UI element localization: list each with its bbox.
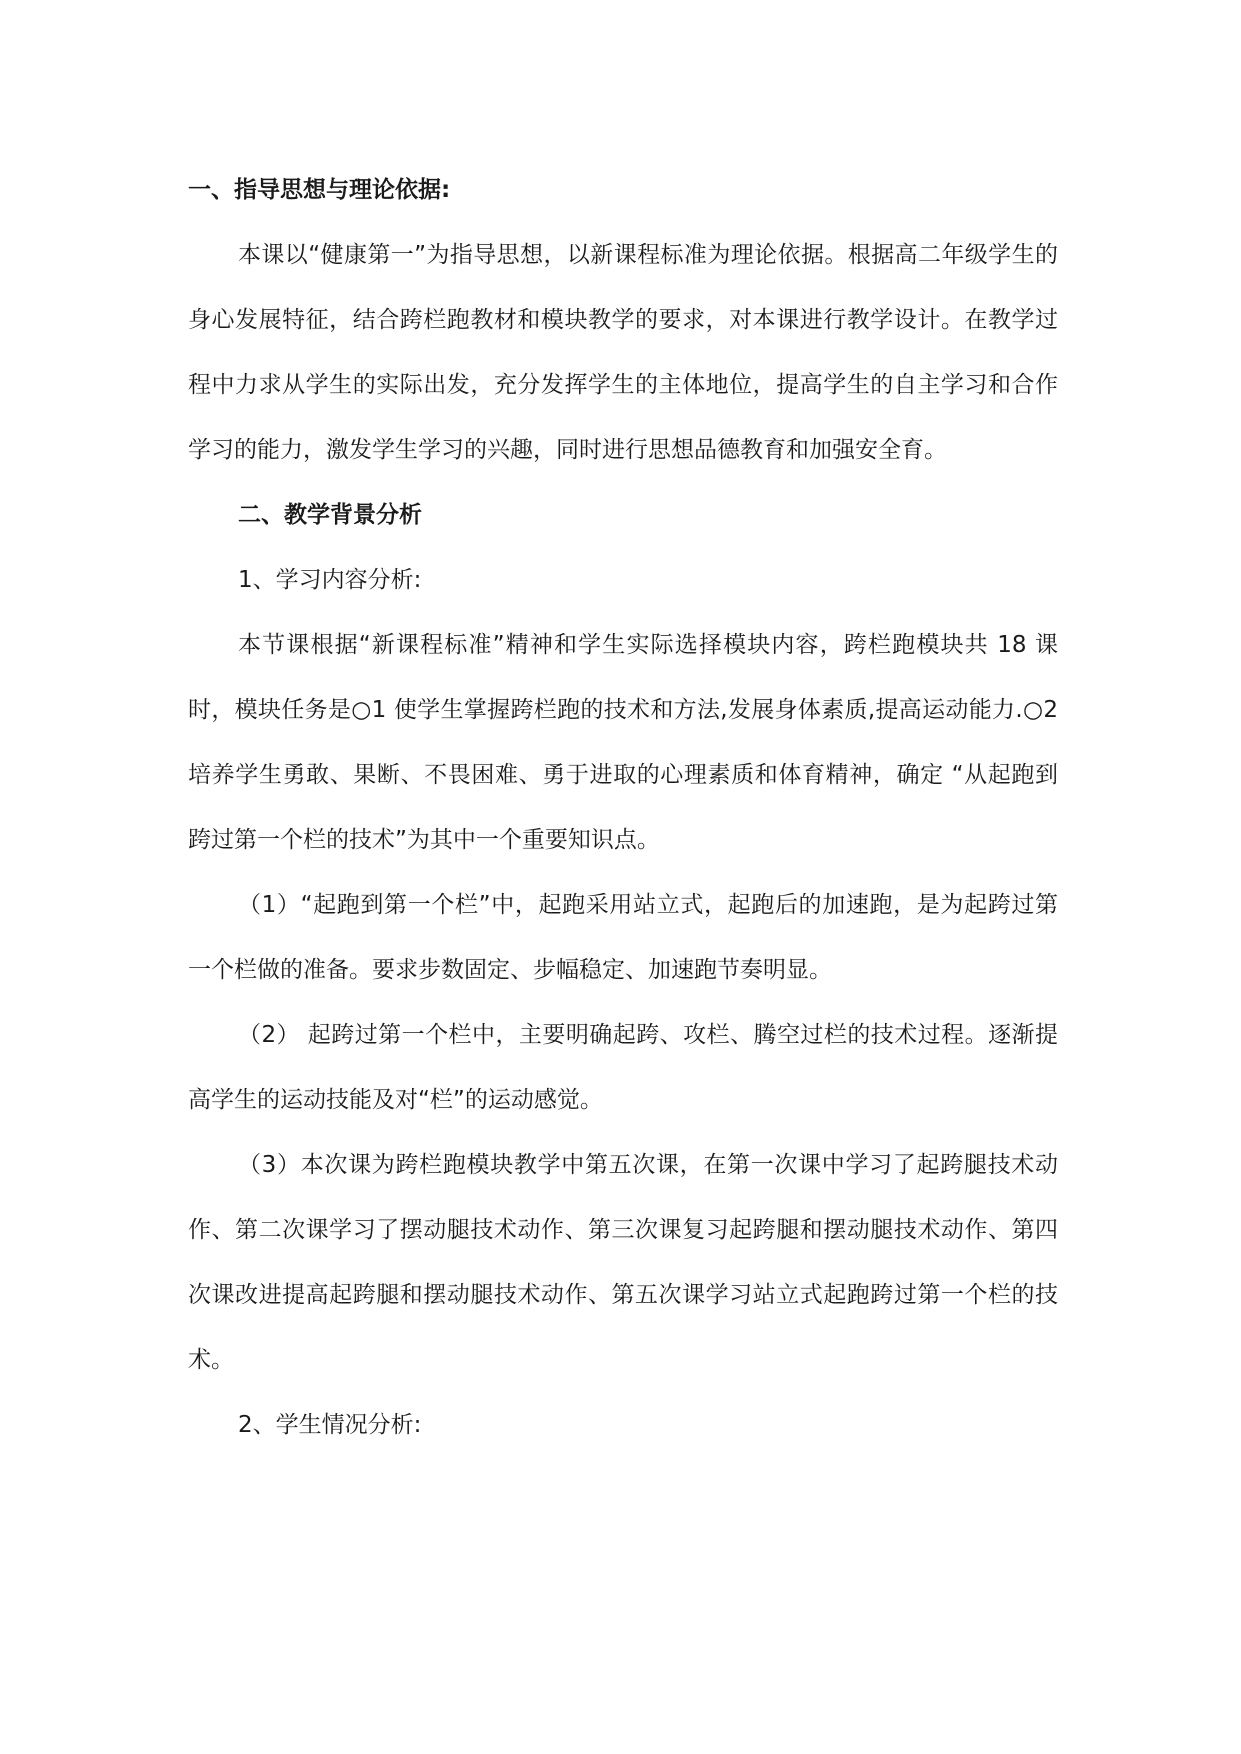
subsection2-title: 2、学生情况分析: [238,1412,422,1438]
subsection1-title: 1、学习内容分析: [238,567,422,593]
section1-paragraph: 本课以“健康第一”为指导思想，以新课程标准为理论依据。根据高二年级学生的身心发展特征，结合跨栏跑教材和模块教学的要求，对本课进行教学设计。在教学过程中力求从学生的实际出发，充分发挥学生的主体地位，提高学生的自主学习和合作学习的能力，激发学生学习的兴趣，同时进行思想品德教育和加强安全育。 [188,242,1058,463]
document-body [188,158,1058,1458]
section2-title: 二、教学背景分析 [238,502,422,528]
item-2-paragraph: （2） 起跨过第一个栏中，主要明确起跨、攻栏、腾空过栏的技术过程。逐渐提高学生的运动技能及对“栏”的运动感觉。 [188,1022,1058,1113]
section1-title: 一、指导思想与理论依据: [188,177,451,203]
subsection1-paragraph: 本节课根据“新课程标准”精神和学生实际选择模块内容，跨栏跑模块共 18 课时，模块任务是○1 使学生掌握跨栏跑的技术和方法,发展身体素质,提高运动能力.○2 培养学生勇敢、果断、不畏困难、勇于进取的心理素质和体育精神，确定 “从起跑到跨过第一个栏的技术”为其中一个重要知识点。 [188,632,1058,853]
item-1-paragraph: （1）“起跑到第一个栏”中，起跑采用站立式，起跑后的加速跑，是为起跨过第一个栏做的准备。要求步数固定、步幅稳定、加速跑节奏明显。 [188,892,1058,983]
item-3-paragraph: （3）本次课为跨栏跑模块教学中第五次课，在第一次课中学习了起跨腿技术动作、第二次课学习了摆动腿技术动作、第三次课复习起跨腿和摆动腿技术动作、第四次课改进提高起跨腿和摆动腿技术动作、第五次课学习站立式起跑跨过第一个栏的技术。 [188,1152,1058,1373]
